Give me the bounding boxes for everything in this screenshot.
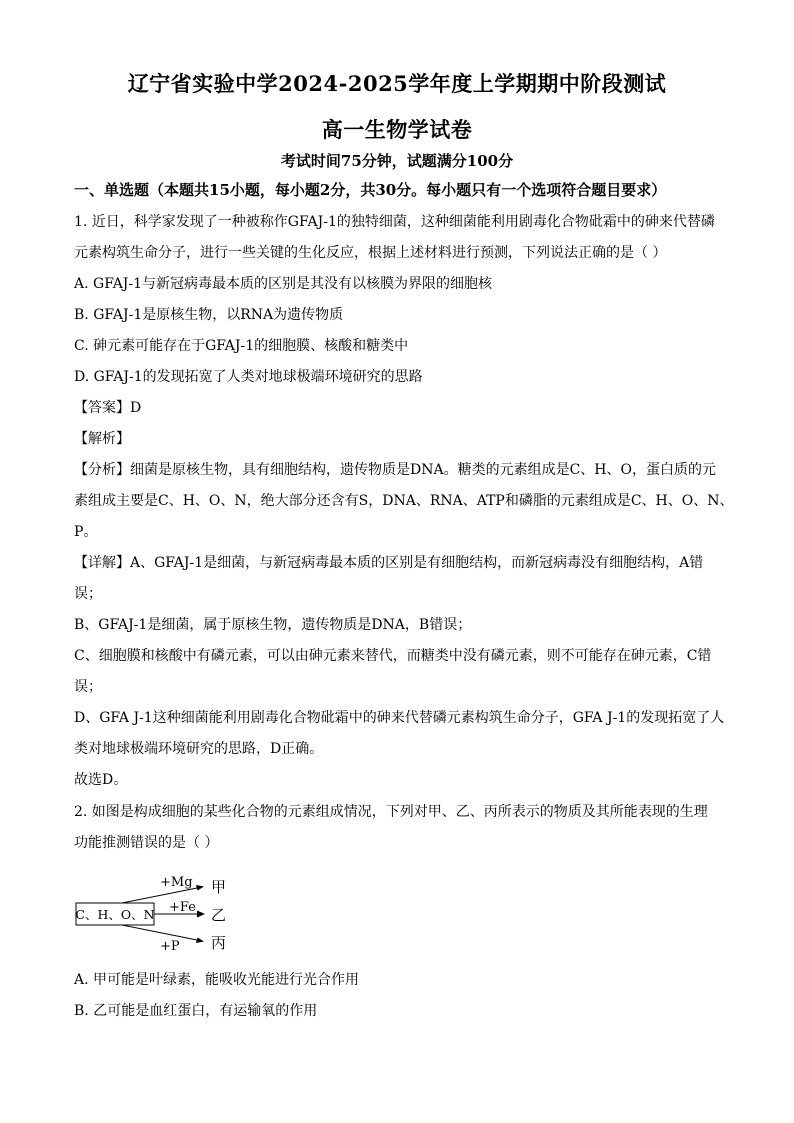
label-jia: 甲 (211, 878, 227, 896)
q2-option-a: A. 甲可能是叶绿素，能吸收光能进行光合作用 (74, 972, 360, 988)
q1-detail-b: B、GFAJ-1是细菌，属于原核生物，遗传物质是DNA，B错误； (74, 617, 472, 633)
label-add-fe: +Fe (169, 900, 196, 915)
label-add-mg: +Mg (160, 875, 193, 890)
element-box-label: C、H、O、N (75, 907, 155, 922)
q1-fenxi-line3: P。 (74, 524, 98, 540)
q2-stem-line1: 2. 如图是构成细胞的某些化合物的元素组成情况，下列对甲、乙、丙所表示的物质及其所能表现的生理 (74, 804, 708, 820)
q1-option-a: A. GFAJ-1与新冠病毒最本质的区别是其没有以核膜为界限的细胞核 (74, 276, 493, 292)
q1-option-b: B. GFAJ-1是原核生物，以RNA为遗传物质 (74, 307, 344, 323)
arrow-head-bing (196, 938, 204, 944)
q1-detail-d-line2: 类对地球极端环境研究的思路，D正确。 (74, 741, 324, 757)
q2-stem-line2: 功能推测错误的是（ ） (74, 835, 219, 851)
q1-answer: 【答案】D (74, 400, 142, 416)
q1-detail-d-line1: D、GFA J-1这种细菌能利用剧毒化合物砒霜中的砷来代替磷元素构筑生命分子，GFA J-1的发现拓宽了人 (74, 710, 725, 726)
section-heading: 一、单选题（本题共15小题，每小题2分，共30分。每小题只有一个选项符合题目要求） (74, 181, 667, 199)
q1-stem-line2: 元素构筑生命分子，进行一些关键的生化反应，根据上述材料进行预测，下列说法正确的是（ ） (74, 245, 667, 261)
q2-option-b: B. 乙可能是血红蛋白，有运输氧的作用 (74, 1003, 318, 1019)
q1-detail-a-line1: 【详解】A、GFAJ-1是细菌，与新冠病毒最本质的区别是有细胞结构，而新冠病毒没有细胞结构，A错 (74, 555, 704, 571)
q1-option-d: D. GFAJ-1的发现拓宽了人类对地球极端环境研究的思路 (74, 369, 423, 385)
q1-detail-a-line2: 误； (74, 586, 102, 602)
arrow-head-yi (197, 911, 205, 918)
q1-fenxi-line1: 【分析】细菌是原核生物，具有细胞结构，遗传物质是DNA。糖类的元素组成是C、H、O，蛋白质的元 (74, 462, 716, 478)
exam-info: 考试时间75分钟，试题满分100分 (280, 152, 514, 170)
label-bing: 丙 (211, 934, 227, 952)
q1-analysis-label: 【解析】 (74, 431, 130, 447)
q1-conclusion: 故选D。 (74, 772, 128, 788)
q1-detail-c-line1: C、细胞膜和核酸中有磷元素，可以由砷元素来替代，而糖类中没有磷元素，则不可能存在砷元素，C错 (74, 648, 712, 664)
exam-title: 辽宁省实验中学2024-2025学年度上学期期中阶段测试 (127, 71, 667, 96)
label-add-p: +P (160, 939, 180, 952)
label-yi: 乙 (211, 906, 227, 924)
q1-detail-c-line2: 误； (74, 679, 102, 695)
q1-option-c: C. 砷元素可能存在于GFAJ-1的细胞膜、核酸和糖类中 (74, 338, 409, 354)
element-composition-diagram (74, 870, 244, 952)
q1-fenxi-line2: 素组成主要是C、H、O、N，绝大部分还含有S，DNA、RNA、ATP和磷脂的元素组成是C、H、O、N、 (74, 493, 734, 509)
q1-stem-line1: 1. 近日，科学家发现了一种被称作GFAJ-1的独特细菌，这种细菌能利用剧毒化合物砒霜中的砷来代替磷 (74, 214, 715, 230)
arrow-head-jia (196, 885, 204, 891)
exam-subtitle: 高一生物学试卷 (321, 117, 473, 142)
